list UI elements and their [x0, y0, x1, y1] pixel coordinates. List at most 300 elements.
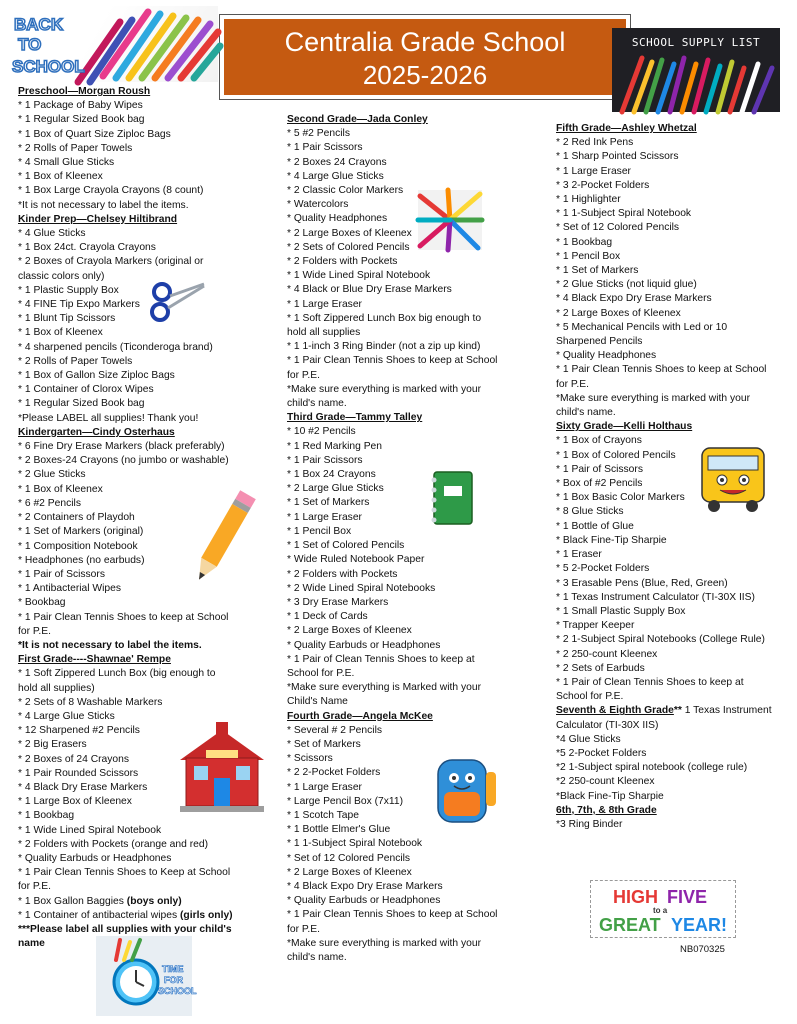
great-text: GREAT — [599, 915, 661, 935]
supply-item-text: * 4 Large Glue Sticks — [18, 710, 115, 722]
supply-item — [287, 894, 547, 908]
grade-heading — [556, 420, 788, 434]
supply-item — [287, 241, 547, 255]
supply-item-text: * 1 Pair Clean Tennis Shoes to keep at School — [556, 364, 767, 376]
supply-item — [556, 619, 788, 633]
supply-item-text: * 2 Wide Lined Spiral Notebooks — [287, 582, 436, 594]
supply-item-text: * 4 Black Expo Dry Erase Markers — [556, 293, 712, 305]
supply-item-text: Child's Name — [287, 696, 348, 708]
supply-item — [18, 170, 268, 184]
supply-item — [18, 880, 268, 894]
document-code: NB070325 — [680, 944, 725, 955]
supply-item — [556, 179, 788, 193]
supply-item-text: child's name. — [287, 398, 347, 410]
supply-item-text: * 1 1-inch 3 Ring Binder (not a zip up kind) — [287, 341, 481, 353]
title-banner-fill — [224, 19, 626, 95]
supply-item — [556, 406, 788, 420]
supply-item-text: * 1 Large Eraser — [287, 298, 362, 310]
supply-item-text: * 2 1-Subject Spiral Notebooks (College Rule) — [556, 634, 765, 646]
supply-item — [556, 392, 788, 406]
supply-item-text: * 4 FINE Tip Expo Markers — [18, 299, 140, 311]
supply-item-text: * 2 Large Boxes of Kleenex — [287, 227, 412, 239]
supply-item — [18, 241, 268, 255]
supply-item-text: * 1 Box of Kleenex — [18, 171, 103, 183]
supply-item — [287, 198, 547, 212]
supply-item-text: * 1 Box Basic Color Markers — [556, 492, 685, 504]
supply-item-text: School for P.E. — [556, 691, 624, 703]
supply-item-text: * 2 Large Boxes of Kleenex — [556, 307, 681, 319]
supply-item-text: Sharpened Pencils — [556, 336, 643, 348]
supply-item-text: * 1 Large Eraser — [287, 781, 362, 793]
supply-item — [287, 468, 547, 482]
supply-item — [18, 824, 268, 838]
supply-item — [18, 667, 268, 681]
supply-item — [287, 269, 547, 283]
grade-heading-text: Preschool—Morgan Roush — [18, 86, 151, 97]
supply-item — [287, 852, 547, 866]
supply-item-text: * 2 Glue Sticks (not liquid glue) — [556, 279, 697, 291]
supply-item — [556, 775, 788, 789]
supply-item-text: * Set of 12 Colored Pencils — [556, 222, 680, 234]
supply-item-text: * Quality Headphones — [287, 213, 388, 225]
supply-item-text: * 8 Glue Sticks — [556, 506, 624, 518]
supply-item — [556, 591, 788, 605]
supply-item — [287, 298, 547, 312]
supply-item — [287, 525, 547, 539]
supply-item-text: * 3 2-Pocket Folders — [556, 179, 650, 191]
supply-item — [287, 553, 547, 567]
supply-item — [18, 284, 268, 298]
supply-item-text: * 1 Box of Quart Size Ziploc Bags — [18, 128, 171, 140]
supply-item-text: for P.E. — [556, 378, 590, 390]
supply-item-text: * 1 Pair Rounded Scissors — [18, 767, 139, 779]
supply-item-text: * 1 Box of Kleenex — [18, 327, 103, 339]
supply-item — [287, 397, 547, 411]
supply-item — [18, 454, 268, 468]
supply-item — [18, 611, 268, 625]
supply-item-text: * 2 Folders with Pockets (orange and red) — [18, 838, 209, 850]
supply-item-text: * 5 #2 Pencils — [287, 128, 350, 140]
high-text: HIGH — [613, 887, 658, 907]
grade-heading-text: Fifth Grade—Ashley Whetzal — [556, 123, 697, 134]
supply-item-text: *2 250-count Kleenex — [556, 776, 655, 788]
supply-item-text: * 1 Large Eraser — [287, 511, 362, 523]
supply-item-text: ***Please label all supplies with your child's — [18, 923, 232, 935]
grade-heading — [18, 213, 268, 227]
supply-item-text: * Scissors — [287, 753, 333, 765]
supply-item-text: * 1 Bottle Elmer's Glue — [287, 824, 391, 836]
supply-item-text: *Make sure everything is marked with your — [287, 937, 482, 949]
supply-item-text: * 2 Boxes of 24 Crayons — [18, 753, 130, 765]
to-text: TO — [18, 35, 42, 54]
grade-heading-text: Fourth Grade—Angela McKee — [287, 710, 433, 722]
supply-item — [287, 639, 547, 653]
supply-item-text: * 1 Small Plastic Supply Box — [556, 605, 686, 617]
grade-heading — [18, 426, 268, 440]
supply-item-text: * 1 Pencil Box — [287, 525, 352, 537]
supply-item-text: * 1 Highlighter — [556, 194, 621, 206]
supply-item-text: * 1 Pencil Box — [556, 250, 621, 262]
supply-item-text: * 2 Boxes-24 Crayons (no jumbo or washable) — [18, 455, 229, 467]
supply-item — [556, 676, 788, 690]
supply-item-text: hold all supplies — [287, 327, 361, 339]
supply-item-text: * 1 Soft Zippered Lunch Box big enough to — [287, 312, 482, 324]
supply-item — [18, 383, 268, 397]
supply-item-text: * 1 Pair Scissors — [287, 454, 363, 466]
supply-item — [287, 823, 547, 837]
supply-item-text: *Make sure everything is Marked with your — [287, 682, 482, 694]
supply-item — [556, 633, 788, 647]
supply-item-text: * 1 Container of antibacterial wipes — [18, 909, 180, 921]
grade-heading — [556, 804, 788, 818]
supply-item — [287, 141, 547, 155]
supply-item — [18, 596, 268, 610]
supply-item-text: * 1 Bookbag — [556, 236, 613, 248]
supply-item — [556, 818, 788, 832]
supply-item — [287, 425, 547, 439]
supply-item-text: * 1 Pair Clean Tennis Shoes to Keep at School — [18, 867, 231, 879]
supply-item-text: * 1 Plastic Supply Box — [18, 284, 119, 296]
supply-item-text: * 1 Set of Markers (original) — [18, 526, 144, 538]
supply-item — [287, 184, 547, 198]
supply-item — [556, 136, 788, 150]
to-a-text: to a — [653, 906, 668, 915]
supply-item-text: * 2 Sets of Colored Pencils — [287, 241, 410, 253]
supply-item — [18, 298, 268, 312]
supply-item — [18, 184, 268, 198]
supply-item-note: (girls only) — [179, 909, 233, 921]
supply-item-text: *3 Ring Binder — [556, 818, 623, 830]
supply-item — [556, 321, 788, 335]
supply-item-text: for P.E. — [287, 369, 321, 381]
supply-item-text: *Black Fine-Tip Sharpie — [556, 790, 664, 802]
supply-item-text: *It is not necessary to label the items. — [18, 639, 202, 651]
for-text: FOR — [164, 975, 183, 985]
supply-item-text: * 1 Wide Lined Spiral Notebook — [18, 824, 162, 836]
supply-item-text: * Quality Earbuds or Headphones — [287, 639, 441, 651]
supply-item — [287, 667, 547, 681]
supply-item-text: child's name. — [287, 951, 347, 963]
supply-item-text: * 1 Box of Kleenex — [18, 483, 103, 495]
supply-item — [556, 719, 788, 733]
supply-item-text: * 1 Container of Clorox Wipes — [18, 384, 154, 396]
supply-item-text: * Watercolors — [287, 199, 349, 211]
supply-item — [287, 170, 547, 184]
supply-item-text: * Quality Headphones — [556, 350, 657, 362]
supply-item-text: * 1 Box 24ct. Crayola Crayons — [18, 242, 156, 254]
supply-item — [287, 653, 547, 667]
supply-item-text: * 1 Regular Sized Book bag — [18, 114, 145, 126]
supply-item — [18, 99, 268, 113]
supply-item — [287, 383, 547, 397]
supply-item-text: for P.E. — [18, 625, 52, 637]
grade-heading — [556, 122, 788, 136]
column-middle — [287, 113, 547, 965]
school-supply-list-graphic — [612, 28, 780, 112]
supply-item-text: * 1 Texas Instrument Calculator (TI-30X IIS) — [556, 591, 755, 603]
supply-item-note: (boys only) — [126, 895, 182, 907]
supply-item — [556, 250, 788, 264]
supply-item-text: * 1 Bookbag — [18, 810, 75, 822]
supply-item — [556, 335, 788, 349]
supply-item-text: * 2 Red Ink Pens — [556, 137, 634, 149]
supply-item-text: * 1 1-Subject Spiral Notebook — [287, 838, 423, 850]
supply-item — [556, 733, 788, 747]
supply-item-text: * 2 Large Boxes of Kleenex — [287, 866, 412, 878]
back-to-school-graphic — [8, 6, 218, 82]
supply-item — [556, 165, 788, 179]
supply-item-text: hold all supplies) — [18, 682, 95, 694]
supply-item-text: * 1 Pair Scissors — [287, 142, 363, 154]
supply-item-text: * 1 Set of Markers — [287, 497, 370, 509]
supply-item — [556, 207, 788, 221]
supply-item-text: name — [18, 938, 45, 950]
supply-item — [18, 156, 268, 170]
supply-item-text: * Bookbag — [18, 597, 66, 609]
grade-heading — [287, 411, 547, 425]
supply-item-text: * Set of Markers — [287, 738, 361, 750]
supply-list-label: SCHOOL SUPPLY LIST — [631, 36, 761, 49]
supply-item-text: * 2 Sets of 8 Washable Markers — [18, 696, 163, 708]
school-year: 2025-2026 — [362, 60, 488, 90]
supply-item — [287, 681, 547, 695]
title-banner — [219, 14, 631, 100]
supply-item-text: * 3 Dry Erase Markers — [287, 596, 389, 608]
supply-item — [287, 369, 547, 383]
supply-item — [556, 548, 788, 562]
supply-item-text: * 2 Containers of Playdoh — [18, 512, 135, 524]
supply-item — [287, 312, 547, 326]
supply-item-text: * 2 250-count Kleenex — [556, 648, 658, 660]
supply-item-text: * 6 Fine Dry Erase Markers (black preferably) — [18, 441, 225, 453]
supply-item — [18, 227, 268, 241]
supply-item — [18, 696, 268, 710]
supply-item — [287, 354, 547, 368]
supply-item-text: * 2 2-Pocket Folders — [287, 767, 381, 779]
supply-item — [287, 937, 547, 951]
time-text: TIME — [162, 964, 184, 974]
supply-item — [556, 520, 788, 534]
supply-item — [287, 582, 547, 596]
supply-item-text: * 10 #2 Pencils — [287, 426, 356, 438]
time-for-school-graphic — [96, 936, 197, 1016]
supply-item — [18, 355, 268, 369]
supply-item-text: * 4 Glue Sticks — [18, 228, 86, 240]
supply-item — [18, 909, 268, 923]
supply-item-text: * 1 Pair Clean Tennis Shoes to keep at School — [287, 909, 498, 921]
five-text: FIVE — [667, 887, 708, 907]
supply-item — [18, 625, 268, 639]
supply-item — [556, 534, 788, 548]
supply-item-text: * 4 sharpened pencils (Ticonderoga brand) — [18, 341, 213, 353]
supply-item — [556, 747, 788, 761]
grade-heading — [556, 704, 788, 718]
supply-item — [287, 596, 547, 610]
supply-item-text: * 3 Erasable Pens (Blue, Red, Green) — [556, 577, 728, 589]
supply-item — [287, 340, 547, 354]
supply-item-text: for P.E. — [18, 881, 52, 893]
supply-item-text: * 1 Red Marking Pen — [287, 440, 383, 452]
supply-item-text: * Wide Ruled Notebook Paper — [287, 554, 425, 566]
grade-heading-text: Second Grade—Jada Conley — [287, 114, 428, 125]
supply-item-text: * 2 Rolls of Paper Towels — [18, 355, 133, 367]
back-text: BACK — [14, 15, 64, 34]
supply-item-text: * 1 Box of Crayons — [556, 435, 642, 447]
school-word-text: SCHOOL — [158, 986, 197, 996]
supply-item — [287, 454, 547, 468]
supply-item — [287, 156, 547, 170]
supply-item-text: * 2 Classic Color Markers — [287, 185, 404, 197]
supply-item-text: * 2 Large Glue Sticks — [287, 483, 384, 495]
supply-item-text: * 5 Mechanical Pencils with Led or 10 — [556, 321, 728, 333]
supply-item — [556, 264, 788, 278]
supply-item — [287, 539, 547, 553]
supply-item — [556, 349, 788, 363]
supply-item — [18, 341, 268, 355]
supply-item-text: * 4 Large Glue Sticks — [287, 170, 384, 182]
supply-item — [18, 128, 268, 142]
supply-item-text: * 1 Package of Baby Wipes — [18, 100, 143, 112]
grade-heading — [18, 653, 268, 667]
supply-item — [287, 610, 547, 624]
supply-item — [287, 781, 547, 795]
supply-item-text: * Quality Earbuds or Headphones — [18, 852, 172, 864]
supply-item — [287, 255, 547, 269]
supply-item — [18, 682, 268, 696]
supply-item — [556, 790, 788, 804]
grade-heading-text: Third Grade—Tammy Talley — [287, 412, 423, 424]
supply-item — [18, 199, 268, 213]
supply-item-text: * 4 Black Dry Erase Markers — [18, 781, 148, 793]
supply-item — [18, 369, 268, 383]
supply-item-text: * Several # 2 Pencils — [287, 724, 383, 736]
supply-item — [556, 150, 788, 164]
supply-item-text: * 12 Sharpened #2 Pencils — [18, 725, 140, 737]
supply-item-text: *4 Glue Sticks — [556, 733, 621, 745]
supply-item-text: * Trapper Keeper — [556, 620, 635, 632]
supply-item-text: * 1 Box of Colored Pencils — [556, 449, 676, 461]
notebook-icon — [430, 470, 474, 531]
supply-item-text: * Large Pencil Box (7x11) — [287, 795, 403, 807]
supply-item — [287, 866, 547, 880]
supply-item-text: for P.E. — [287, 923, 321, 935]
supply-item — [556, 363, 788, 377]
grade-heading-text: Kinder Prep—Chelsey Hiltibrand — [18, 213, 178, 225]
heading-trailing-text: ** 1 Texas Instrument — [673, 705, 772, 717]
supply-item-text: * Box of #2 Pencils — [556, 478, 643, 490]
supply-item-text: *Make sure everything is marked with your — [287, 383, 482, 395]
school-text: SCHOOL — [12, 57, 85, 76]
supply-item — [18, 397, 268, 411]
supply-item-text: *Make sure everything is marked with your — [556, 392, 751, 404]
supply-item-text: * 1 Scotch Tape — [287, 809, 359, 821]
supply-item — [556, 193, 788, 207]
supply-item-text: * 1 Large Eraser — [556, 165, 631, 177]
supply-item — [556, 221, 788, 235]
supply-item-text: * 1 Soft Zippered Lunch Box (big enough to — [18, 668, 216, 680]
supply-item — [287, 923, 547, 937]
supply-item-text: * 1 Sharp Pointed Scissors — [556, 151, 679, 163]
supply-item-text: * 1 Regular Sized Book bag — [18, 398, 145, 410]
colored-pencils-icon — [418, 190, 482, 255]
supply-item — [18, 468, 268, 482]
supply-item-text: * 1 Box 24 Crayons — [287, 469, 376, 481]
supply-item — [18, 113, 268, 127]
supply-item-text: School for P.E. — [287, 667, 355, 679]
supply-item — [287, 227, 547, 241]
supply-item-text: * 1 Deck of Cards — [287, 611, 368, 623]
supply-item-text: * 1 Pair of Clean Tennis Shoes to keep at — [556, 676, 744, 688]
supply-item-text: * 4 Black or Blue Dry Erase Markers — [287, 284, 452, 296]
supply-item — [18, 255, 268, 269]
grade-heading-text: First Grade----Shawnae' Rempe — [18, 654, 171, 666]
high-five-graphic — [590, 880, 736, 938]
supply-item — [287, 624, 547, 638]
supply-item-text: * 1 Box Gallon Baggies — [18, 895, 127, 907]
supply-item — [556, 662, 788, 676]
supply-item — [18, 326, 268, 340]
supply-item-text: * Black Fine-Tip Sharpie — [556, 534, 667, 546]
supply-item-text: * 2 Boxes 24 Crayons — [287, 156, 387, 168]
supply-item — [18, 270, 268, 284]
supply-item-text: * 2 Boxes of Crayola Markers (original or — [18, 256, 204, 268]
supply-item-text: * 1 Pair Clean Tennis Shoes to keep at School — [18, 611, 229, 623]
grade-heading-text: Kindergarten—Cindy Osterhaus — [18, 426, 175, 438]
supply-item-text: * 1 Box Large Crayola Crayons (8 count) — [18, 185, 204, 197]
supply-item — [556, 278, 788, 292]
supply-item — [18, 852, 268, 866]
supply-item — [556, 236, 788, 250]
supply-item-text: * 4 Black Expo Dry Erase Markers — [287, 880, 443, 892]
backpack-icon — [424, 752, 500, 831]
supply-item-text: * 1 Eraser — [556, 549, 602, 561]
supply-item-text: * 2 Large Boxes of Kleenex — [287, 625, 412, 637]
supply-item-text: * 2 Glue Sticks — [18, 469, 86, 481]
supply-item — [287, 880, 547, 894]
supply-item — [18, 412, 268, 426]
supply-item-text: * 1 Set of Markers — [556, 265, 639, 277]
supply-item-text: * 2 Sets of Earbuds — [556, 662, 645, 674]
supply-item — [287, 951, 547, 965]
school-bus-icon — [696, 440, 772, 519]
supply-item — [18, 838, 268, 852]
grade-heading — [287, 113, 547, 127]
supply-item — [287, 326, 547, 340]
supply-item — [18, 895, 268, 909]
scissors-icon — [148, 280, 206, 329]
grade-heading-text: Seventh & Eighth Grade — [556, 705, 674, 717]
supply-item-text: * Headphones (no earbuds) — [18, 554, 145, 566]
supply-item — [556, 307, 788, 321]
supply-item — [287, 511, 547, 525]
supply-item — [556, 648, 788, 662]
supply-item-text: * 1 Pair of Scissors — [556, 463, 643, 475]
supply-item-text: * 6 #2 Pencils — [18, 497, 81, 509]
supply-item — [18, 312, 268, 326]
supply-item-text: * 1 Pair of Scissors — [18, 568, 105, 580]
supply-item-text: * 2 Folders with Pockets — [287, 256, 398, 268]
supply-item — [556, 292, 788, 306]
supply-item-text: * 4 Small Glue Sticks — [18, 157, 115, 169]
schoolhouse-icon — [176, 722, 268, 817]
supply-item-text: * 1 Box of Gallon Size Ziploc Bags — [18, 370, 175, 382]
supply-item — [556, 378, 788, 392]
supply-item-text: * 2 Big Erasers — [18, 739, 87, 751]
supply-item-text: * 1 Antibacterial Wipes — [18, 583, 122, 595]
supply-item-text: * 1 Blunt Tip Scissors — [18, 313, 116, 325]
supply-item — [556, 562, 788, 576]
supply-item-text: classic colors only) — [18, 270, 105, 282]
